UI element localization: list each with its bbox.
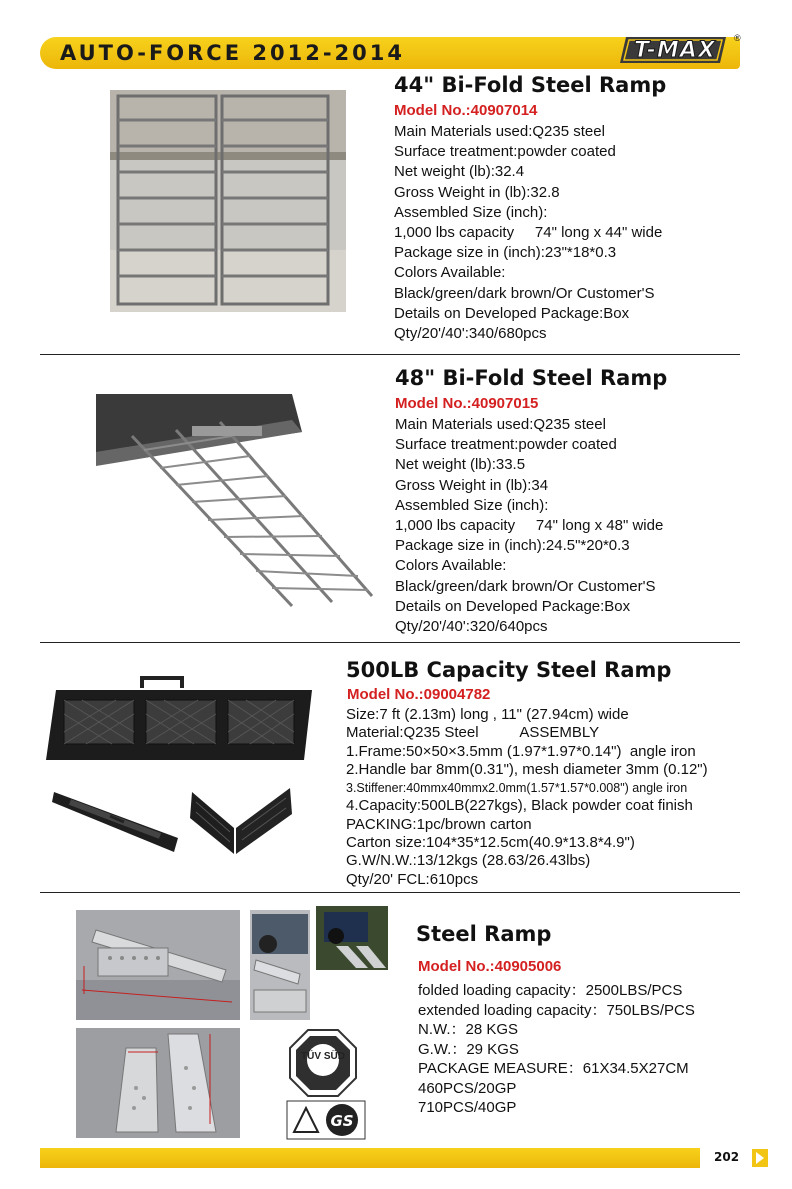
product-title: Steel Ramp (416, 922, 552, 946)
spec-line: Colors Available: (394, 264, 506, 282)
spec-line: folded loading capacity：2500LBS/PCS (418, 982, 683, 999)
product-photo-steel-ramp-in-use (250, 910, 310, 1020)
product-photo-500lb-ramp-folded (42, 674, 334, 768)
section-divider (40, 642, 740, 643)
spec-list (394, 122, 662, 344)
spec-line: 4.Capacity:500LB(227kgs), Black powder coat finish (346, 797, 693, 815)
spec-line: Qty/20'/40':340/680pcs (394, 325, 547, 343)
tuv-sud-certification-mark (288, 1028, 358, 1098)
spec-line: N.W.：28 KGS (418, 1021, 519, 1038)
spec-line: Size:7 ft (2.13m) long , 11" (27.94cm) wide (346, 706, 629, 723)
spec-line: Package size in (inch):24.5"*20*0.3 (395, 537, 630, 555)
spec-line: Assembled Size (inch): (394, 203, 548, 221)
spec-line: Assembled Size (inch): (395, 496, 549, 514)
registered-mark: ® (734, 33, 741, 43)
brand-logo: T-MAX (634, 38, 716, 63)
spec-line: 3.Stiffener:40mmx40mmx2.0mm(1.57*1.57*0.008") angle iron (346, 781, 688, 796)
spec-line: 2.Handle bar 8mm(0.31"), mesh diameter 3mm (0.12") (346, 760, 708, 778)
spec-line: 1.Frame:50×50×3.5mm (1.97*1.97*0.14") angle iron (346, 742, 696, 760)
spec-line: Details on Developed Package:Box (394, 304, 630, 322)
product-photo-48in-ramp (92, 392, 374, 610)
spec-line: Net weight (lb):32.4 (394, 163, 525, 181)
spec-line: Net weight (lb):33.5 (395, 456, 526, 474)
product-photo-steel-ramp-dimensions (76, 910, 240, 1020)
model-number: Model No.:40905006 (418, 958, 562, 975)
spec-line: 710PCS/40GP (418, 1099, 517, 1116)
spec-list (346, 706, 708, 889)
next-arrow-icon (752, 1149, 768, 1167)
product-photo-500lb-ramp-unfolded (186, 784, 294, 858)
section-divider (40, 354, 740, 355)
model-number: Model No.:09004782 (347, 686, 491, 703)
product-photo-44in-ramp (110, 90, 346, 312)
spec-line: Gross Weight in (lb):32.8 (394, 183, 560, 201)
spec-line: Surface treatment:powder coated (395, 436, 617, 454)
catalog-title: AUTO-FORCE 2012-2014 (60, 41, 405, 65)
spec-line: Main Materials used:Q235 steel (395, 416, 606, 433)
tuv-text: TÜV SÜD (301, 1051, 345, 1062)
product-photo-steel-ramp-pair (76, 1028, 240, 1138)
page-number: 202 (714, 1150, 740, 1164)
product-title: 500LB Capacity Steel Ramp (346, 658, 672, 682)
spec-line: Carton size:104*35*12.5cm(40.9*13.8*4.9") (346, 834, 635, 852)
spec-line: extended loading capacity：750LBS/PCS (418, 1001, 695, 1019)
model-number: Model No.:40907014 (394, 102, 538, 119)
spec-line: Material:Q235 Steel ASSEMBLY (346, 724, 600, 742)
model-number: Model No.:40907015 (395, 395, 539, 412)
spec-line: Gross Weight in (lb):34 (395, 476, 549, 494)
spec-line: G.W/N.W.:13/12kgs (28.63/26.43lbs) (346, 852, 591, 870)
spec-line: Package size in (inch):23"*18*0.3 (394, 244, 617, 262)
product-photo-500lb-ramp-angled (50, 786, 182, 858)
spec-line: Qty/20'/40':320/640pcs (395, 618, 548, 636)
spec-line: PACKING:1pc/brown carton (346, 815, 532, 833)
spec-line: Black/green/dark brown/Or Customer'S (394, 284, 655, 302)
section-divider (40, 892, 740, 893)
spec-line: Colors Available: (395, 557, 507, 575)
product-photo-steel-ramp-atv (316, 906, 388, 970)
gs-certification-mark (286, 1100, 366, 1140)
spec-line: Black/green/dark brown/Or Customer'S (395, 577, 656, 595)
spec-list (395, 415, 663, 637)
spec-line: Qty/20' FCL:610pcs (346, 870, 479, 888)
product-title: 48" Bi-Fold Steel Ramp (395, 366, 668, 390)
spec-line: 1,000 lbs capacity 74" long x 44" wide (394, 224, 663, 242)
spec-line: 1,000 lbs capacity 74" long x 48" wide (395, 517, 664, 535)
product-title: 44" Bi-Fold Steel Ramp (394, 73, 667, 97)
spec-line: 460PCS/20GP (418, 1079, 517, 1097)
spec-line: G.W.：29 KGS (418, 1040, 519, 1058)
gs-text: GS (330, 1112, 354, 1130)
spec-line: Main Materials used:Q235 steel (394, 123, 605, 140)
spec-list (418, 981, 695, 1118)
footer-bar (40, 1148, 700, 1168)
spec-line: Details on Developed Package:Box (395, 597, 631, 615)
spec-line: Surface treatment:powder coated (394, 143, 616, 161)
spec-line: PACKAGE MEASURE：61X34.5X27CM (418, 1060, 689, 1077)
